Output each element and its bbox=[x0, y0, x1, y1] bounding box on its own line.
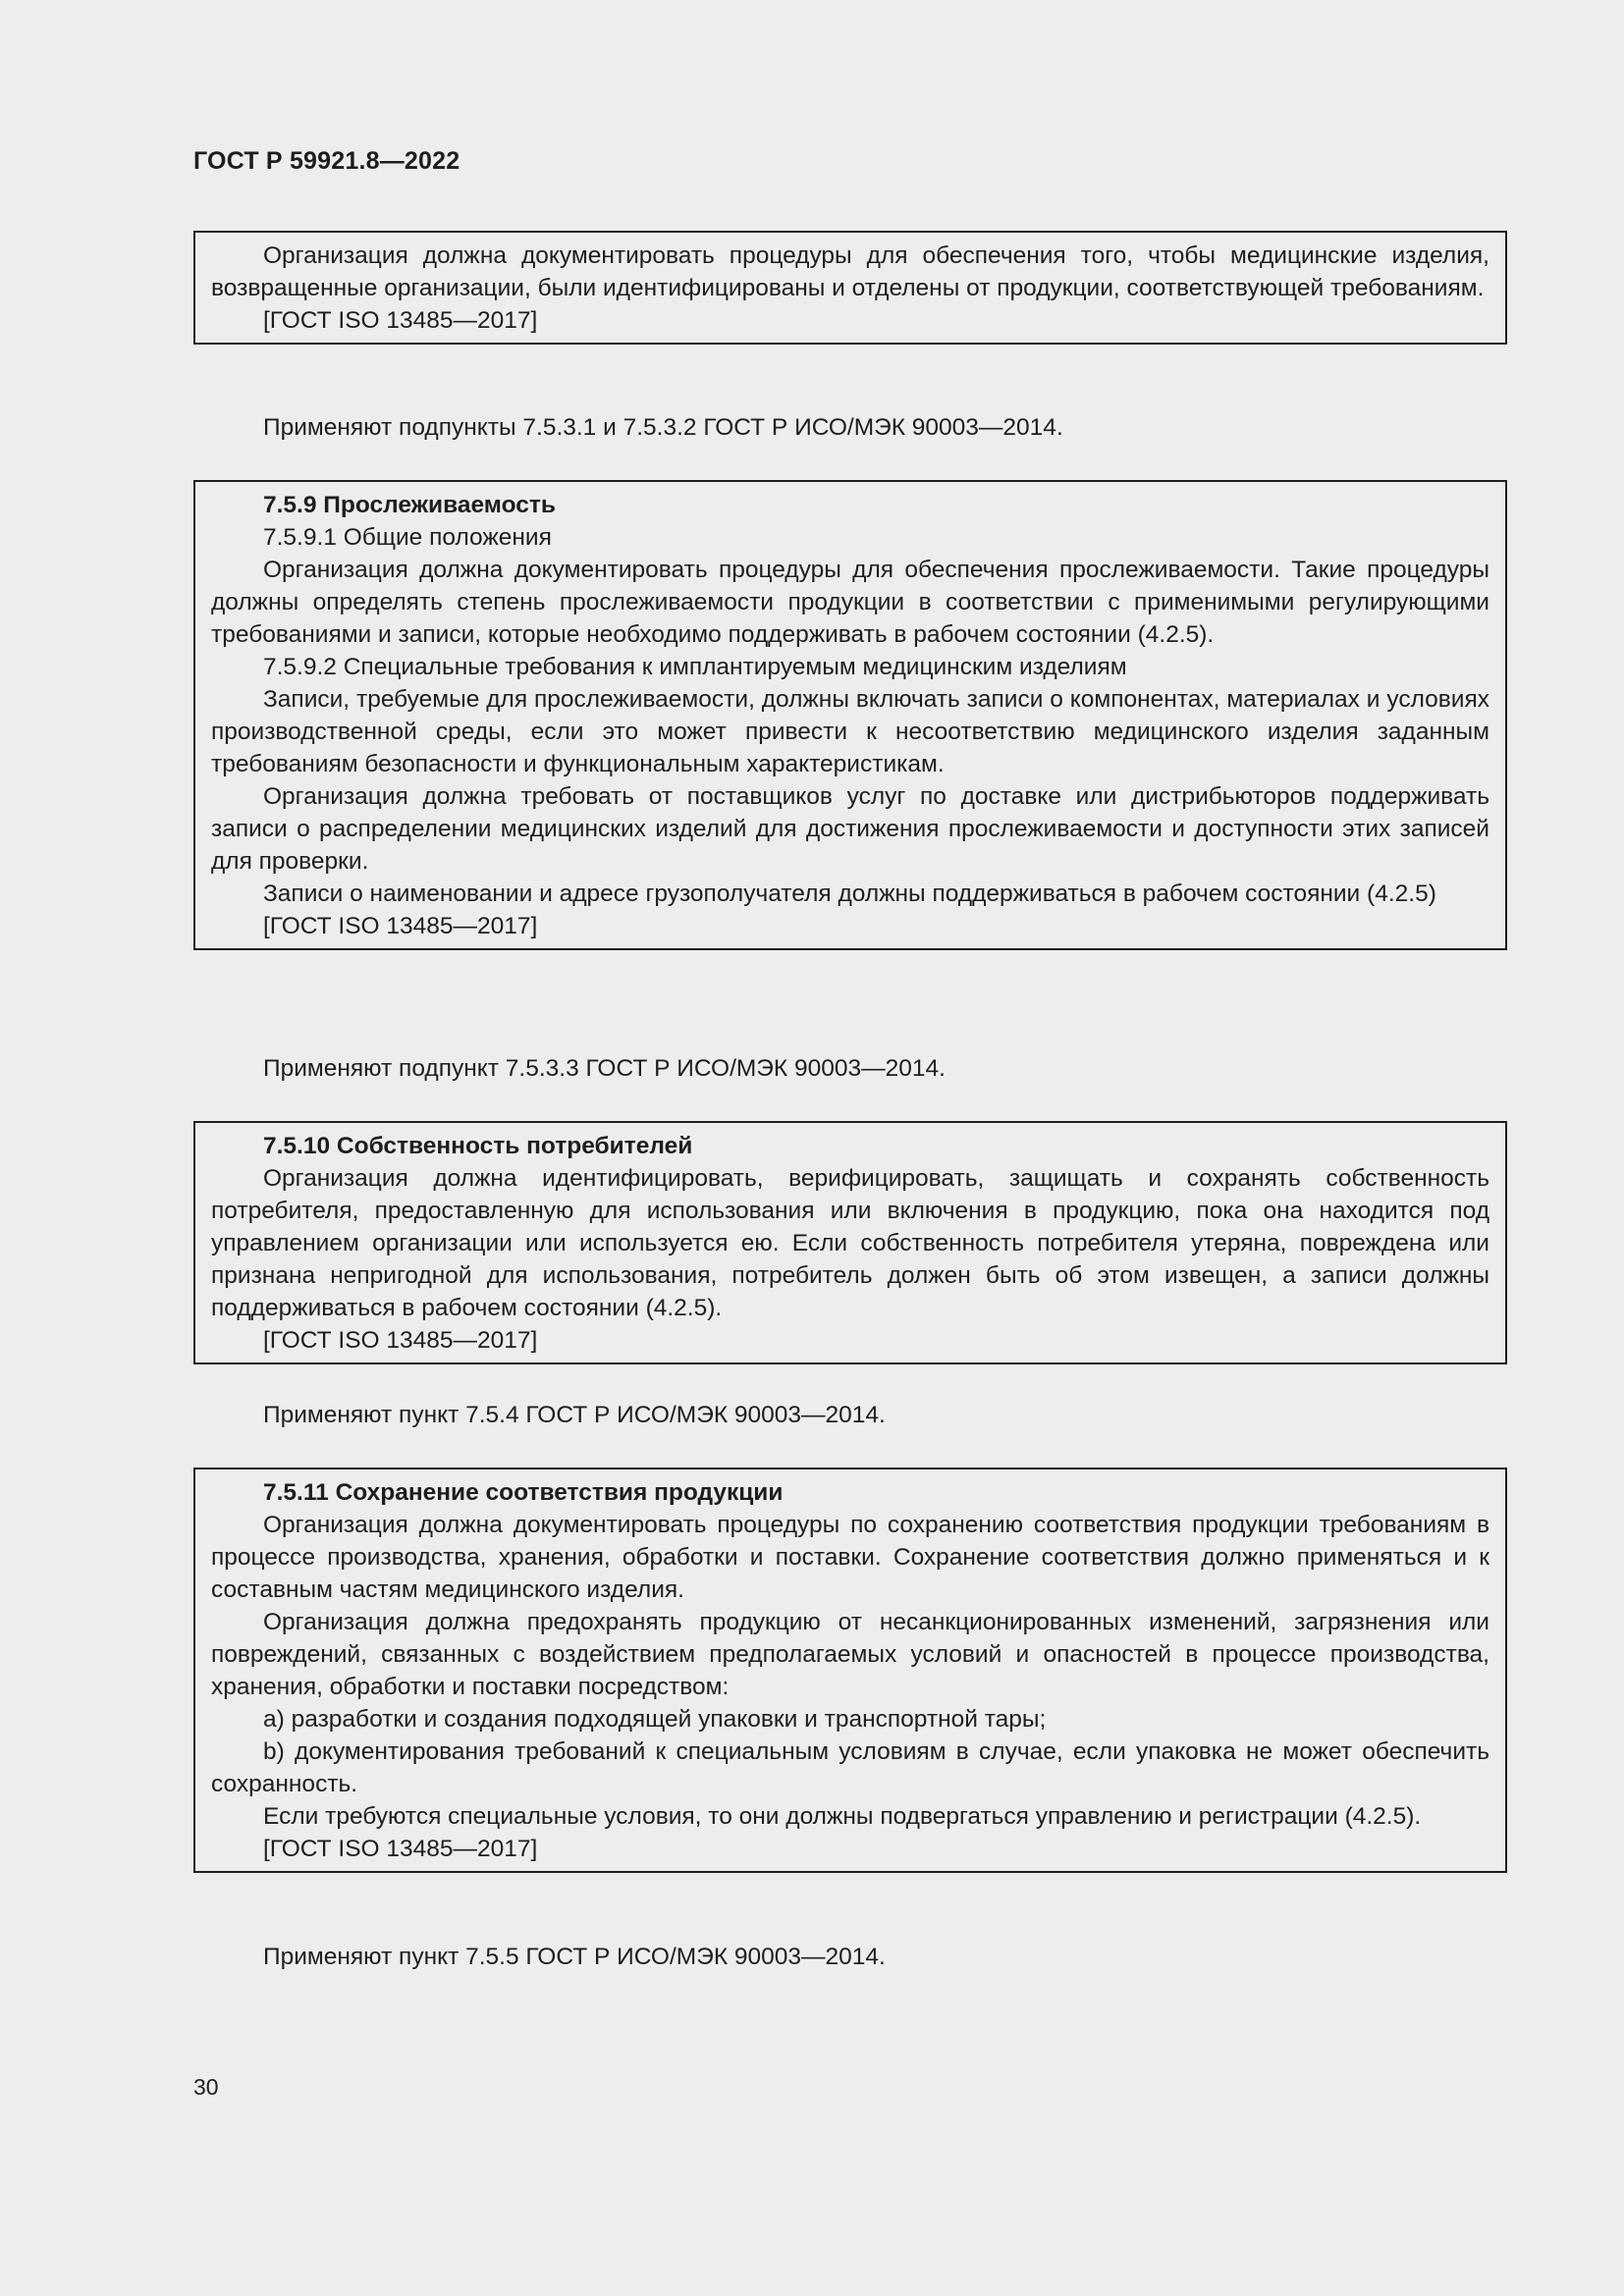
paragraph: Организация должна документировать процедуры для обеспечения того, чтобы медицинские изделия, возвращенные организации, были идентифицированы и отделены от продукции, соответствующей требованиям. bbox=[211, 242, 1489, 301]
paragraph: Организация должна документировать процедуры для обеспечения прослеживаемости. Такие процедуры должны определять степень прослеживаемости продукции в соответствии с применимыми регулирующими требованиями и записи, которые необходимо поддерживать в рабочем состоянии (4.2.5). bbox=[211, 557, 1489, 648]
application-note: Применяют подпункты 7.5.3.1 и 7.5.3.2 ГОСТ Р ИСО/МЭК 90003—2014. bbox=[263, 414, 1063, 441]
list-item: b) документирования требований к специальным условиям в случае, если упаковка не может обеспечить сохранность. bbox=[211, 1738, 1489, 1797]
quote-box-customer-property bbox=[193, 1121, 1507, 1364]
application-note: Применяют подпункт 7.5.3.3 ГОСТ Р ИСО/МЭК 90003—2014. bbox=[263, 1055, 946, 1082]
application-note: Применяют пункт 7.5.4 ГОСТ Р ИСО/МЭК 90003—2014. bbox=[263, 1402, 886, 1428]
section-heading: 7.5.10 Собственность потребителей bbox=[263, 1133, 693, 1159]
reference: [ГОСТ ISO 13485—2017] bbox=[263, 1327, 538, 1354]
section-heading: 7.5.11 Сохранение соответствия продукции bbox=[263, 1479, 784, 1506]
paragraph: Организация должна документировать процедуры по сохранению соответствия продукции требованиям в процессе производства, хранения, обработки и поставки. Сохранение соответствия должно применяться и к составным частям медицинского изделия. bbox=[211, 1512, 1489, 1603]
paragraph: Записи, требуемые для прослеживаемости, должны включать записи о компонентах, материалах и условиях производственной среды, если это может привести к несоответствию медицинского изделия заданным требованиям безопасности и функциональным характеристикам. bbox=[211, 686, 1489, 777]
paragraph: Организация должна идентифицировать, верифицировать, защищать и сохранять собственность потребителя, предоставленную для использования или включения в продукцию, пока она находится под управлением организации или используется ею. Если собственность потребителя утеряна, повреждена или признана непригодной для использования, потребитель должен быть об этом извещен, а записи должны поддерживаться в рабочем состоянии (4.2.5). bbox=[211, 1165, 1489, 1321]
paragraph: Организация должна требовать от поставщиков услуг по доставке или дистрибьюторов поддерживать записи о распределении медицинских изделий для достижения прослеживаемости и доступности этих записей для проверки. bbox=[211, 783, 1489, 875]
quote-box-preservation bbox=[193, 1468, 1507, 1873]
application-note: Применяют пункт 7.5.5 ГОСТ Р ИСО/МЭК 90003—2014. bbox=[263, 1944, 886, 1970]
paragraph: Организация должна предохранять продукцию от несанкционированных изменений, загрязнения или повреждений, связанных с воздействием предполагаемых условий и опасностей в процессе производства, хранения, обработки и поставки посредством: bbox=[211, 1609, 1489, 1700]
reference: [ГОСТ ISO 13485—2017] bbox=[263, 1836, 538, 1862]
document-header: ГОСТ Р 59921.8—2022 bbox=[193, 147, 460, 175]
reference: [ГОСТ ISO 13485—2017] bbox=[263, 307, 538, 334]
list-item: a) разработки и создания подходящей упаковки и транспортной тары; bbox=[263, 1706, 1047, 1733]
reference: [ГОСТ ISO 13485—2017] bbox=[263, 913, 538, 939]
paragraph: Если требуются специальные условия, то они должны подвергаться управлению и регистрации (4.2.5). bbox=[263, 1803, 1422, 1830]
subsection-title: 7.5.9.2 Специальные требования к имплантируемым медицинским изделиям bbox=[263, 654, 1127, 680]
subsection-title: 7.5.9.1 Общие положения bbox=[263, 524, 552, 551]
section-heading: 7.5.9 Прослеживаемость bbox=[263, 492, 556, 518]
paragraph: Записи о наименовании и адресе грузополучателя должны поддерживаться в рабочем состоянии (4.2.5) bbox=[263, 881, 1436, 907]
quote-box-returned-devices bbox=[193, 231, 1507, 345]
quote-box-traceability bbox=[193, 480, 1507, 950]
page-number: 30 bbox=[193, 2074, 219, 2100]
